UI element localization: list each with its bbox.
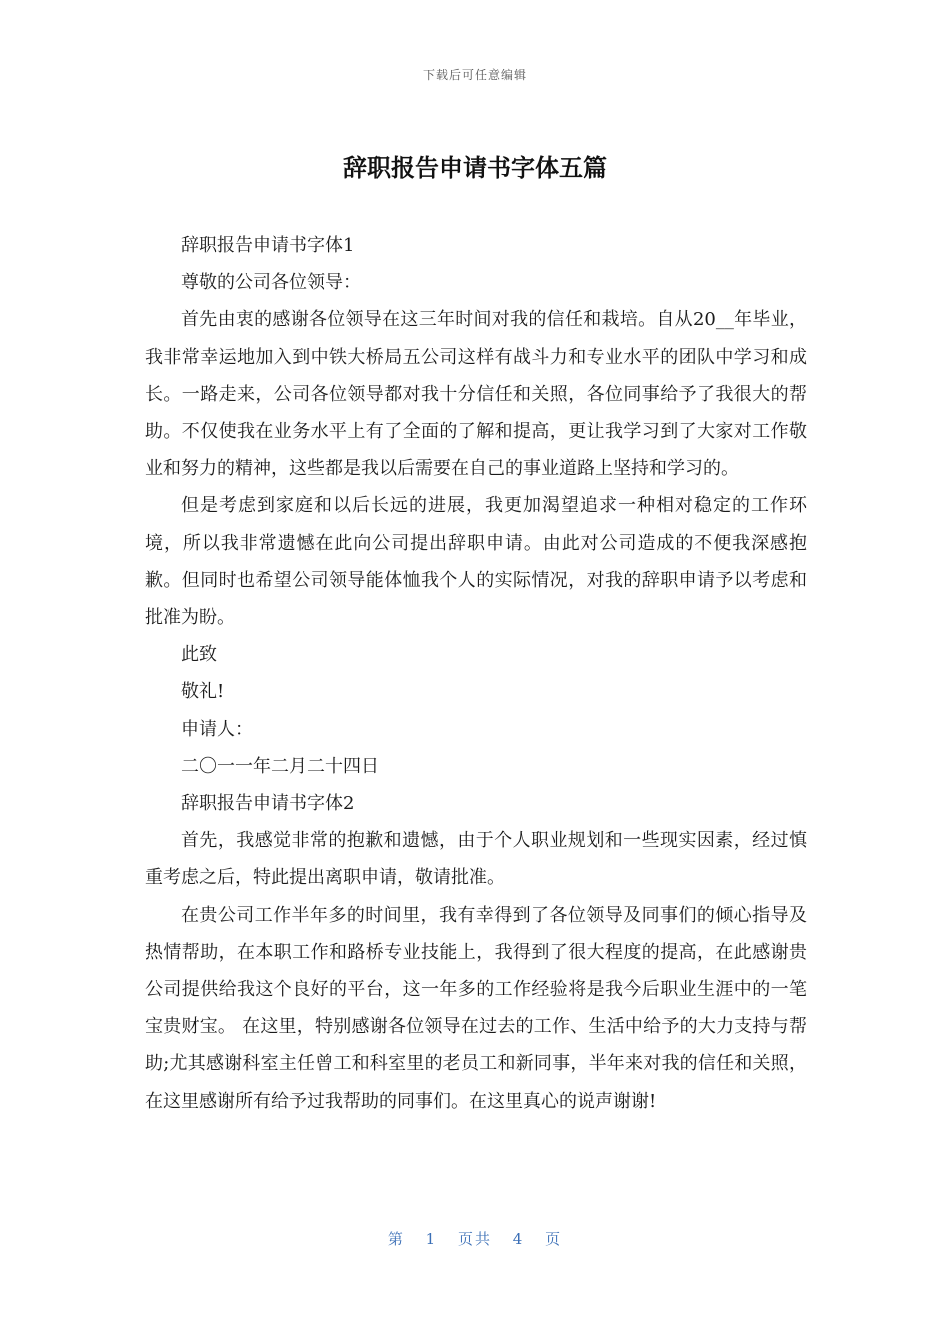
paragraph-salutation: 尊敬的公司各位领导：: [181, 272, 361, 294]
paragraph-closing-2: 敬礼!: [181, 681, 225, 703]
paragraph-body-1: 首先由衷的感谢各位领导在这三年时间对我的信任和栽培。自从20__年毕业，我非常幸运地加入到中铁大桥局五公司这样有战斗力和专业水平的团队中学习和成长。一路走来，公司各位领导都对我十分信任和关照，各位同事给予了我很大的帮助。不仅使我在业务水平上有了全面的了解和提高，更让我学习到了大家对工作敬业和努力的精神，这些都是我以后需要在自己的事业道路上坚持和学习的。: [145, 309, 807, 480]
footer-label-total-prefix: 页共: [457, 1230, 492, 1248]
paragraph-body-4: 在贵公司工作半年多的时间里，我有幸得到了各位领导及同事们的倾心指导及热情帮助，在本职工作和路桥专业技能上，我得到了很大程度的提高，在此感谢贵公司提供给我这个良好的平台，这一年多的工作经验将是我今后职业生涯中的一笔宝贵财宝。 在这里，特别感谢各位领导在过去的工作、生活中给予的大力支持与帮助;尤其感谢科室主任曾工和科室里的老员工和新同事，半年来对我的信任和关照，在这里感谢所有给予过我帮助的同事们。在这里真心的说声谢谢!: [145, 904, 807, 1112]
paragraph-body-3: 首先，我感觉非常的抱歉和遗憾，由于个人职业规划和一些现实因素，经过慎重考虑之后，特此提出离职申请，敬请批准。: [145, 830, 807, 889]
document-body: [145, 227, 807, 1120]
page-footer: [0, 1228, 950, 1249]
paragraph-closing-1: 此致: [181, 644, 217, 666]
paragraph-applicant: 申请人：: [181, 718, 253, 740]
footer-label-total-suffix: 页: [545, 1230, 563, 1248]
paragraph-body-2: 但是考虑到家庭和以后长远的进展，我更加渴望追求一种相对稳定的工作环境，所以我非常遗憾在此向公司提出辞职申请。由此对公司造成的不便我深感抱歉。但同时也希望公司领导能体恤我个人的实际情况，对我的辞职申请予以考虑和批准为盼。: [145, 495, 807, 629]
paragraph-date: 二〇一一年二月二十四日: [181, 755, 379, 777]
paragraph-section-heading-1: 辞职报告申请书字体1: [181, 235, 355, 256]
document-title: 辞职报告申请书字体五篇: [343, 154, 607, 182]
paragraph-section-heading-2: 辞职报告申请书字体2: [181, 793, 355, 815]
footer-current-page: 1: [425, 1230, 438, 1248]
footer-label-page: 第: [387, 1230, 405, 1248]
footer-total-pages: 4: [512, 1230, 525, 1248]
header-note: 下载后可任意编辑: [422, 68, 527, 82]
